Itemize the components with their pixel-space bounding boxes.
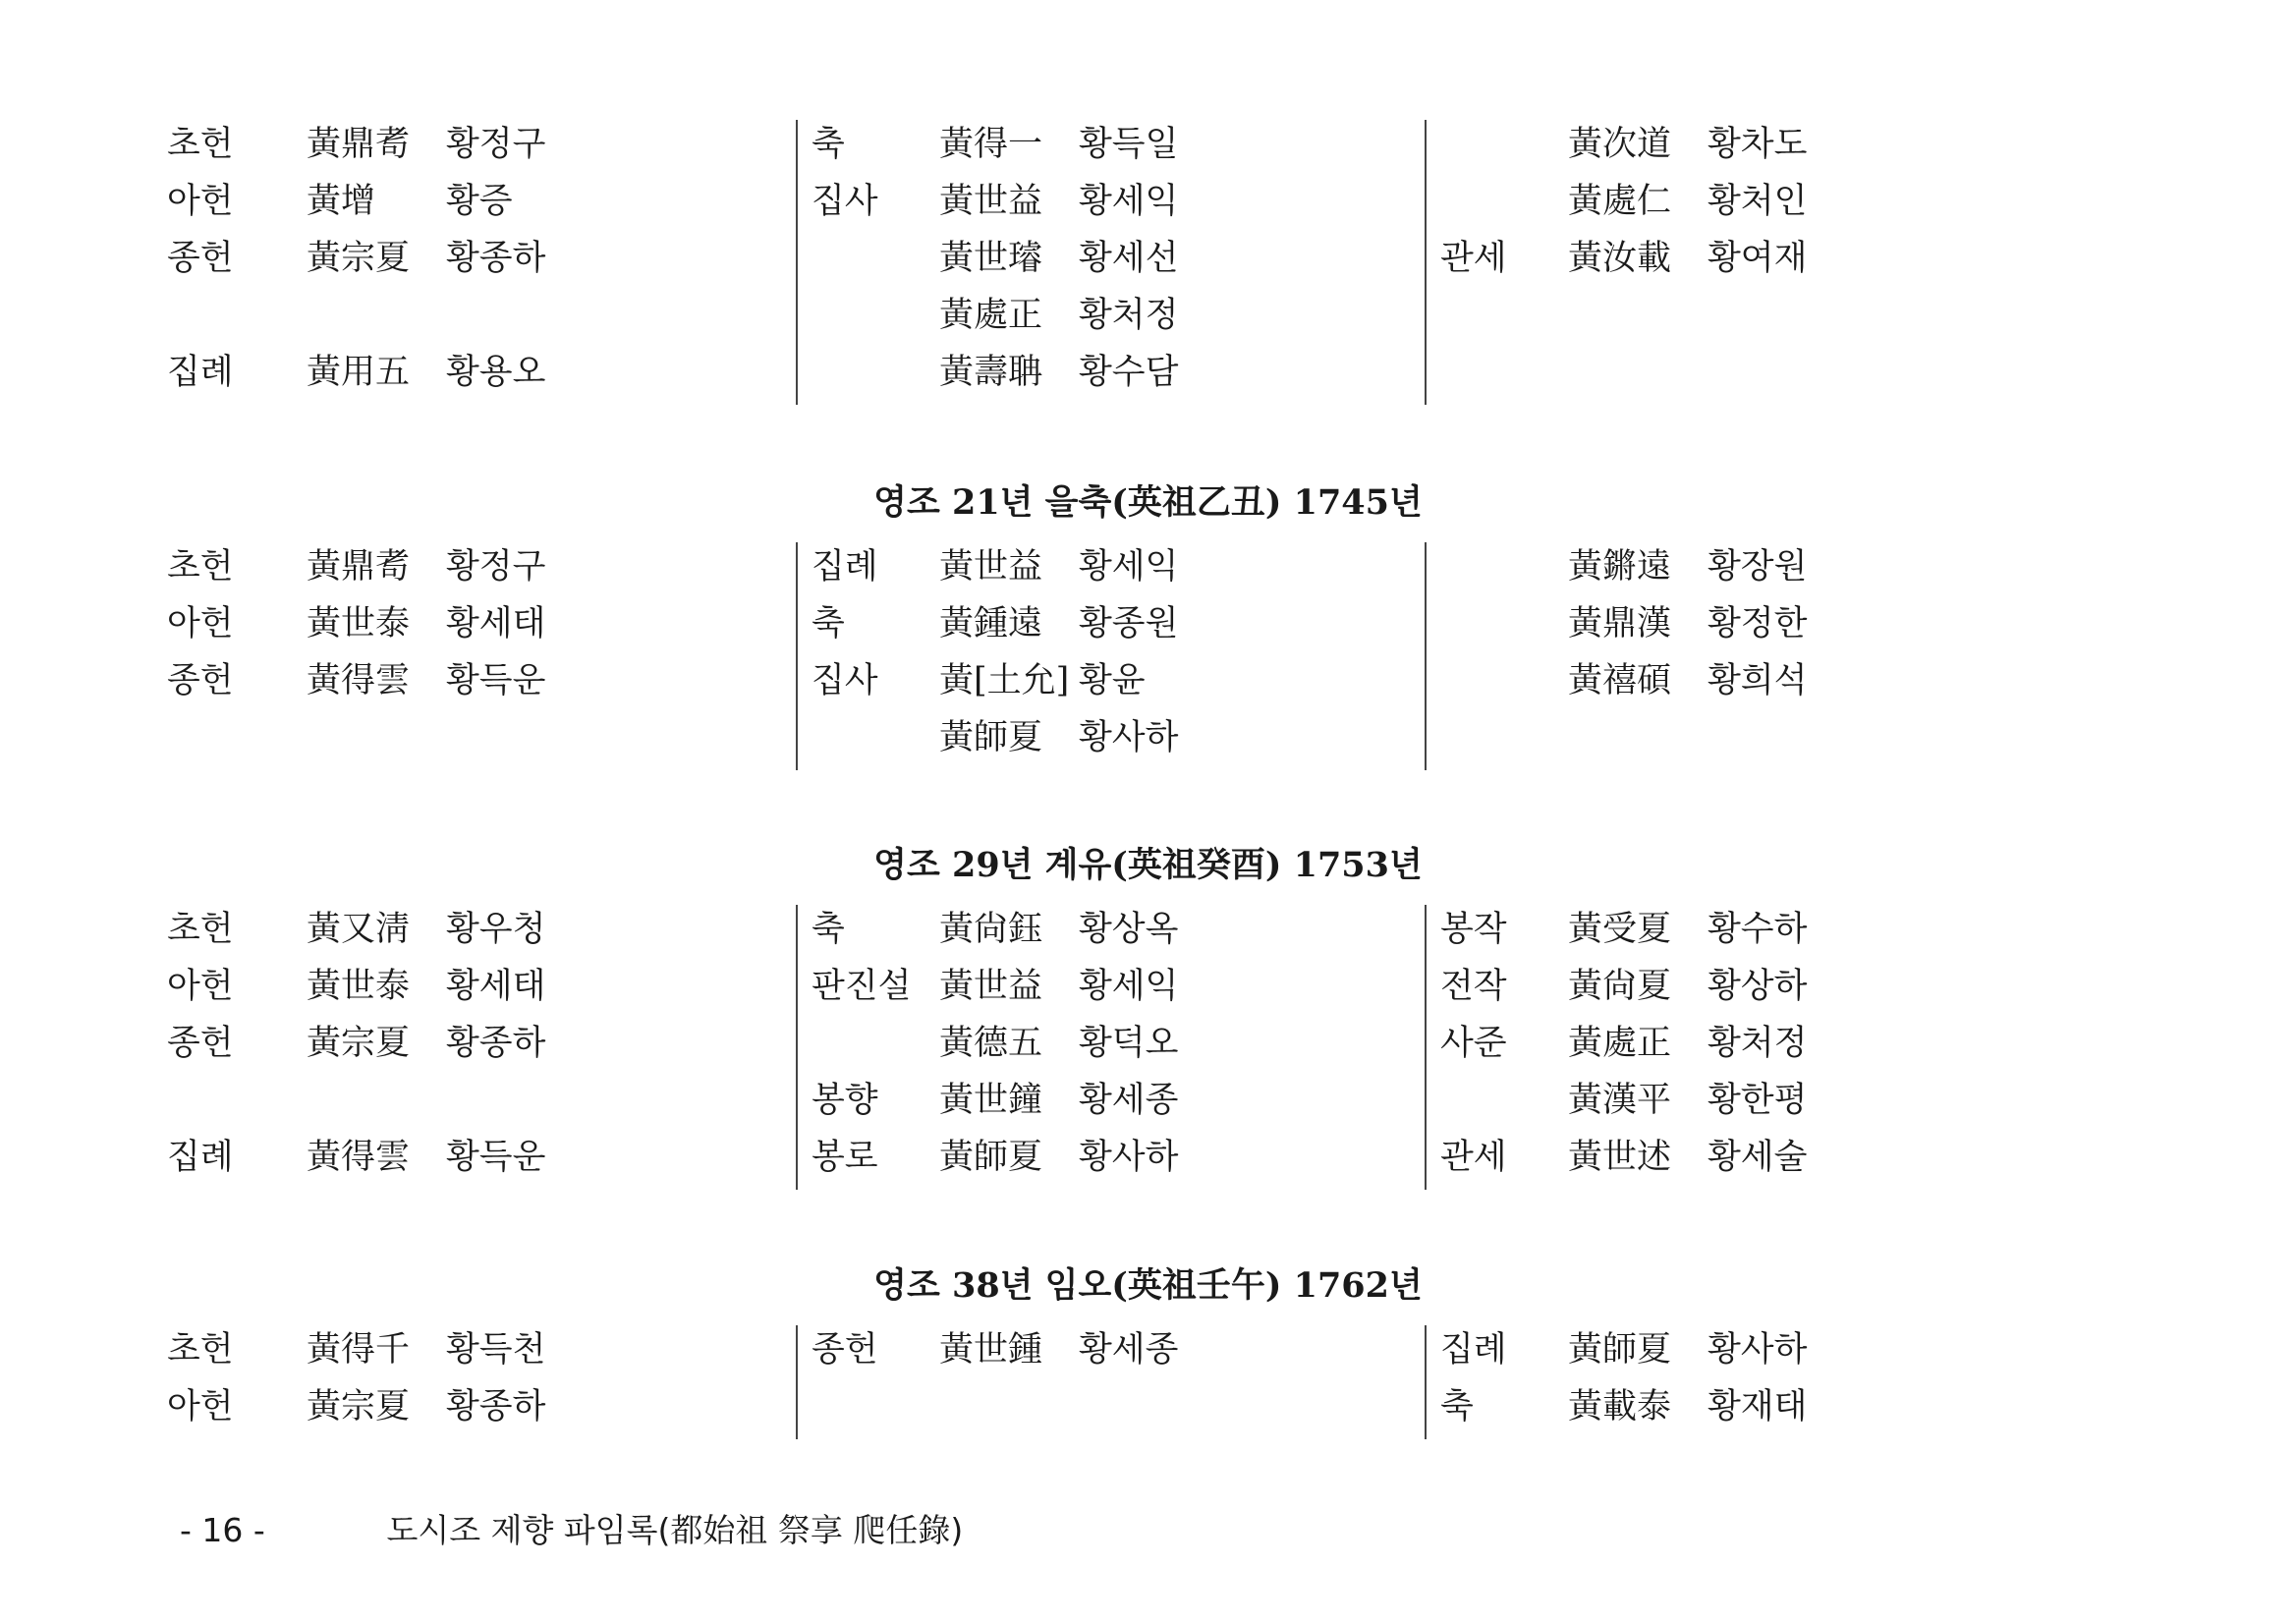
name-hangul: 황사하 bbox=[1708, 1330, 1808, 1370]
name-hanja: 黃宗夏 bbox=[307, 239, 411, 278]
name-hangul: 황수하 bbox=[1708, 910, 1808, 949]
name-hanja: 黃受夏 bbox=[1568, 910, 1672, 949]
name-hanja: 黃尙夏 bbox=[1568, 967, 1672, 1006]
name-hanja: 黃得千 bbox=[307, 1330, 411, 1370]
name-hanja: 黃師夏 bbox=[939, 718, 1043, 757]
name-hanja: 黃宗夏 bbox=[307, 1387, 411, 1426]
name-hanja: 黃師夏 bbox=[1568, 1330, 1672, 1370]
name-hanja: 黃世鍾 bbox=[939, 1330, 1043, 1370]
section-2-heading: 영조 21년 을축(英祖乙丑) 1745년 bbox=[873, 482, 1423, 523]
role-label: 판진설 bbox=[812, 967, 912, 1006]
role-label: 초헌 bbox=[167, 910, 234, 949]
name-hanja: 黃汝載 bbox=[1568, 239, 1672, 278]
name-hanja: 黃世益 bbox=[939, 547, 1043, 587]
name-hangul: 황증 bbox=[446, 182, 513, 221]
role-label: 집례 bbox=[1440, 1330, 1507, 1370]
name-hangul: 황차도 bbox=[1708, 125, 1808, 164]
name-hangul: 황한평 bbox=[1708, 1081, 1808, 1120]
role-label: 집례 bbox=[167, 1138, 234, 1177]
role-label: 봉로 bbox=[812, 1138, 878, 1177]
section-4-heading: 영조 38년 임오(英祖壬午) 1762년 bbox=[873, 1265, 1423, 1306]
name-hangul: 황정구 bbox=[446, 547, 546, 587]
name-hanja: 黃壽聃 bbox=[939, 353, 1043, 392]
name-hanja: 黃禧碩 bbox=[1568, 661, 1672, 700]
role-label: 축 bbox=[812, 604, 845, 643]
name-hangul: 황사하 bbox=[1079, 718, 1179, 757]
name-hangul: 황종원 bbox=[1079, 604, 1179, 643]
name-hangul: 황종하 bbox=[446, 239, 546, 278]
role-label: 아헌 bbox=[167, 182, 234, 221]
name-hanja: 黃德五 bbox=[939, 1024, 1043, 1063]
name-hanja: 黃世鐘 bbox=[939, 1081, 1043, 1120]
name-hanja: 黃處仁 bbox=[1568, 182, 1672, 221]
name-hangul: 황득운 bbox=[446, 1138, 546, 1177]
name-hangul: 황용오 bbox=[446, 353, 546, 392]
name-hangul: 황상옥 bbox=[1079, 910, 1179, 949]
name-hangul: 황재태 bbox=[1708, 1387, 1808, 1426]
name-hangul: 황덕오 bbox=[1079, 1024, 1179, 1063]
role-label: 관세 bbox=[1440, 239, 1507, 278]
name-hangul: 황세종 bbox=[1079, 1081, 1179, 1120]
name-hangul: 황정한 bbox=[1708, 604, 1808, 643]
role-label: 집례 bbox=[167, 353, 234, 392]
role-label: 관세 bbox=[1440, 1138, 1507, 1177]
name-hanja: 黃世泰 bbox=[307, 967, 411, 1006]
name-hangul: 황세태 bbox=[446, 604, 546, 643]
section-1-col-2 bbox=[796, 120, 1179, 405]
section-2-col-3 bbox=[1425, 542, 1808, 770]
name-hanja: 黃世述 bbox=[1568, 1138, 1672, 1177]
name-hangul: 황세종 bbox=[1079, 1330, 1179, 1370]
name-hanja: 黃得雲 bbox=[307, 1138, 411, 1177]
role-label: 집례 bbox=[812, 547, 878, 587]
name-hangul: 황수담 bbox=[1079, 353, 1179, 392]
name-hanja: 黃師夏 bbox=[939, 1138, 1043, 1177]
name-hangul: 황세익 bbox=[1079, 182, 1179, 221]
role-label: 봉작 bbox=[1440, 910, 1507, 949]
document-title: 도시조 제향 파임록(都始祖 祭享 爬任錄) bbox=[386, 1511, 964, 1549]
role-label: 초헌 bbox=[167, 1330, 234, 1370]
page-number: - 16 - bbox=[180, 1511, 265, 1549]
section-3-heading: 영조 29년 계유(英祖癸酉) 1753년 bbox=[873, 845, 1423, 885]
name-hangul: 황종하 bbox=[446, 1024, 546, 1063]
name-hangul: 황정구 bbox=[446, 125, 546, 164]
name-hangul: 황세익 bbox=[1079, 547, 1179, 587]
name-hanja: 黃鼎漢 bbox=[1568, 604, 1672, 643]
name-hangul: 황득천 bbox=[446, 1330, 546, 1370]
name-hanja: 黃漢平 bbox=[1568, 1081, 1672, 1120]
name-hanja: 黃鼎耉 bbox=[307, 547, 411, 587]
name-hangul: 황세태 bbox=[446, 967, 546, 1006]
name-hanja: 黃世益 bbox=[939, 967, 1043, 1006]
role-label: 사준 bbox=[1440, 1024, 1507, 1063]
role-label: 아헌 bbox=[167, 967, 234, 1006]
section-4-col-2 bbox=[796, 1325, 1179, 1439]
section-2-col-2 bbox=[796, 542, 1179, 770]
role-label: 초헌 bbox=[167, 547, 234, 587]
section-1-col-3 bbox=[1425, 120, 1808, 405]
role-label: 봉향 bbox=[812, 1081, 878, 1120]
role-label: 아헌 bbox=[167, 604, 234, 643]
role-label: 종헌 bbox=[167, 239, 234, 278]
name-hanja: 黃又淸 bbox=[307, 910, 411, 949]
name-hanja: 黃尙鈺 bbox=[939, 910, 1043, 949]
name-hanja: 黃世益 bbox=[939, 182, 1043, 221]
role-label: 종헌 bbox=[167, 661, 234, 700]
role-label: 축 bbox=[1440, 1387, 1474, 1426]
role-label: 집사 bbox=[812, 661, 878, 700]
name-hangul: 황처정 bbox=[1708, 1024, 1808, 1063]
name-hanja: 黃[土允] bbox=[939, 661, 1070, 700]
name-hanja: 黃鼎耉 bbox=[307, 125, 411, 164]
name-hangul: 황희석 bbox=[1708, 661, 1808, 700]
name-hanja: 黃鏘遠 bbox=[1568, 547, 1672, 587]
role-label: 초헌 bbox=[167, 125, 234, 164]
name-hangul: 황처정 bbox=[1079, 296, 1179, 335]
section-3-col-2 bbox=[796, 905, 1179, 1190]
name-hangul: 황득운 bbox=[446, 661, 546, 700]
role-label: 종헌 bbox=[167, 1024, 234, 1063]
name-hangul: 황처인 bbox=[1708, 182, 1808, 221]
name-hanja: 黃次道 bbox=[1568, 125, 1672, 164]
name-hangul: 황장원 bbox=[1708, 547, 1808, 587]
name-hangul: 황종하 bbox=[446, 1387, 546, 1426]
role-label: 전작 bbox=[1440, 967, 1507, 1006]
name-hanja: 黃處正 bbox=[939, 296, 1043, 335]
name-hangul: 황득일 bbox=[1079, 125, 1179, 164]
page-footer bbox=[180, 1505, 963, 1551]
name-hangul: 황세익 bbox=[1079, 967, 1179, 1006]
name-hanja: 黃鍾遠 bbox=[939, 604, 1043, 643]
name-hanja: 黃世泰 bbox=[307, 604, 411, 643]
name-hanja: 黃宗夏 bbox=[307, 1024, 411, 1063]
role-label: 집사 bbox=[812, 182, 878, 221]
name-hangul: 황사하 bbox=[1079, 1138, 1179, 1177]
name-hanja: 黃增 bbox=[307, 182, 376, 221]
name-hangul: 황상하 bbox=[1708, 967, 1808, 1006]
name-hanja: 黃載泰 bbox=[1568, 1387, 1672, 1426]
name-hangul: 황우청 bbox=[446, 910, 546, 949]
role-label: 축 bbox=[812, 910, 845, 949]
name-hanja: 黃得雲 bbox=[307, 661, 411, 700]
role-label: 축 bbox=[812, 125, 845, 164]
name-hanja: 黃用五 bbox=[307, 353, 411, 392]
name-hanja: 黃得一 bbox=[939, 125, 1043, 164]
name-hangul: 황세선 bbox=[1079, 239, 1179, 278]
role-label: 아헌 bbox=[167, 1387, 234, 1426]
name-hangul: 황윤 bbox=[1079, 661, 1146, 700]
name-hangul: 황세술 bbox=[1708, 1138, 1808, 1177]
name-hanja: 黃處正 bbox=[1568, 1024, 1672, 1063]
name-hanja: 黃世璿 bbox=[939, 239, 1043, 278]
section-3-col-3 bbox=[1425, 905, 1808, 1190]
role-label: 종헌 bbox=[812, 1330, 878, 1370]
section-4-col-3 bbox=[1425, 1325, 1808, 1439]
name-hangul: 황여재 bbox=[1708, 239, 1808, 278]
